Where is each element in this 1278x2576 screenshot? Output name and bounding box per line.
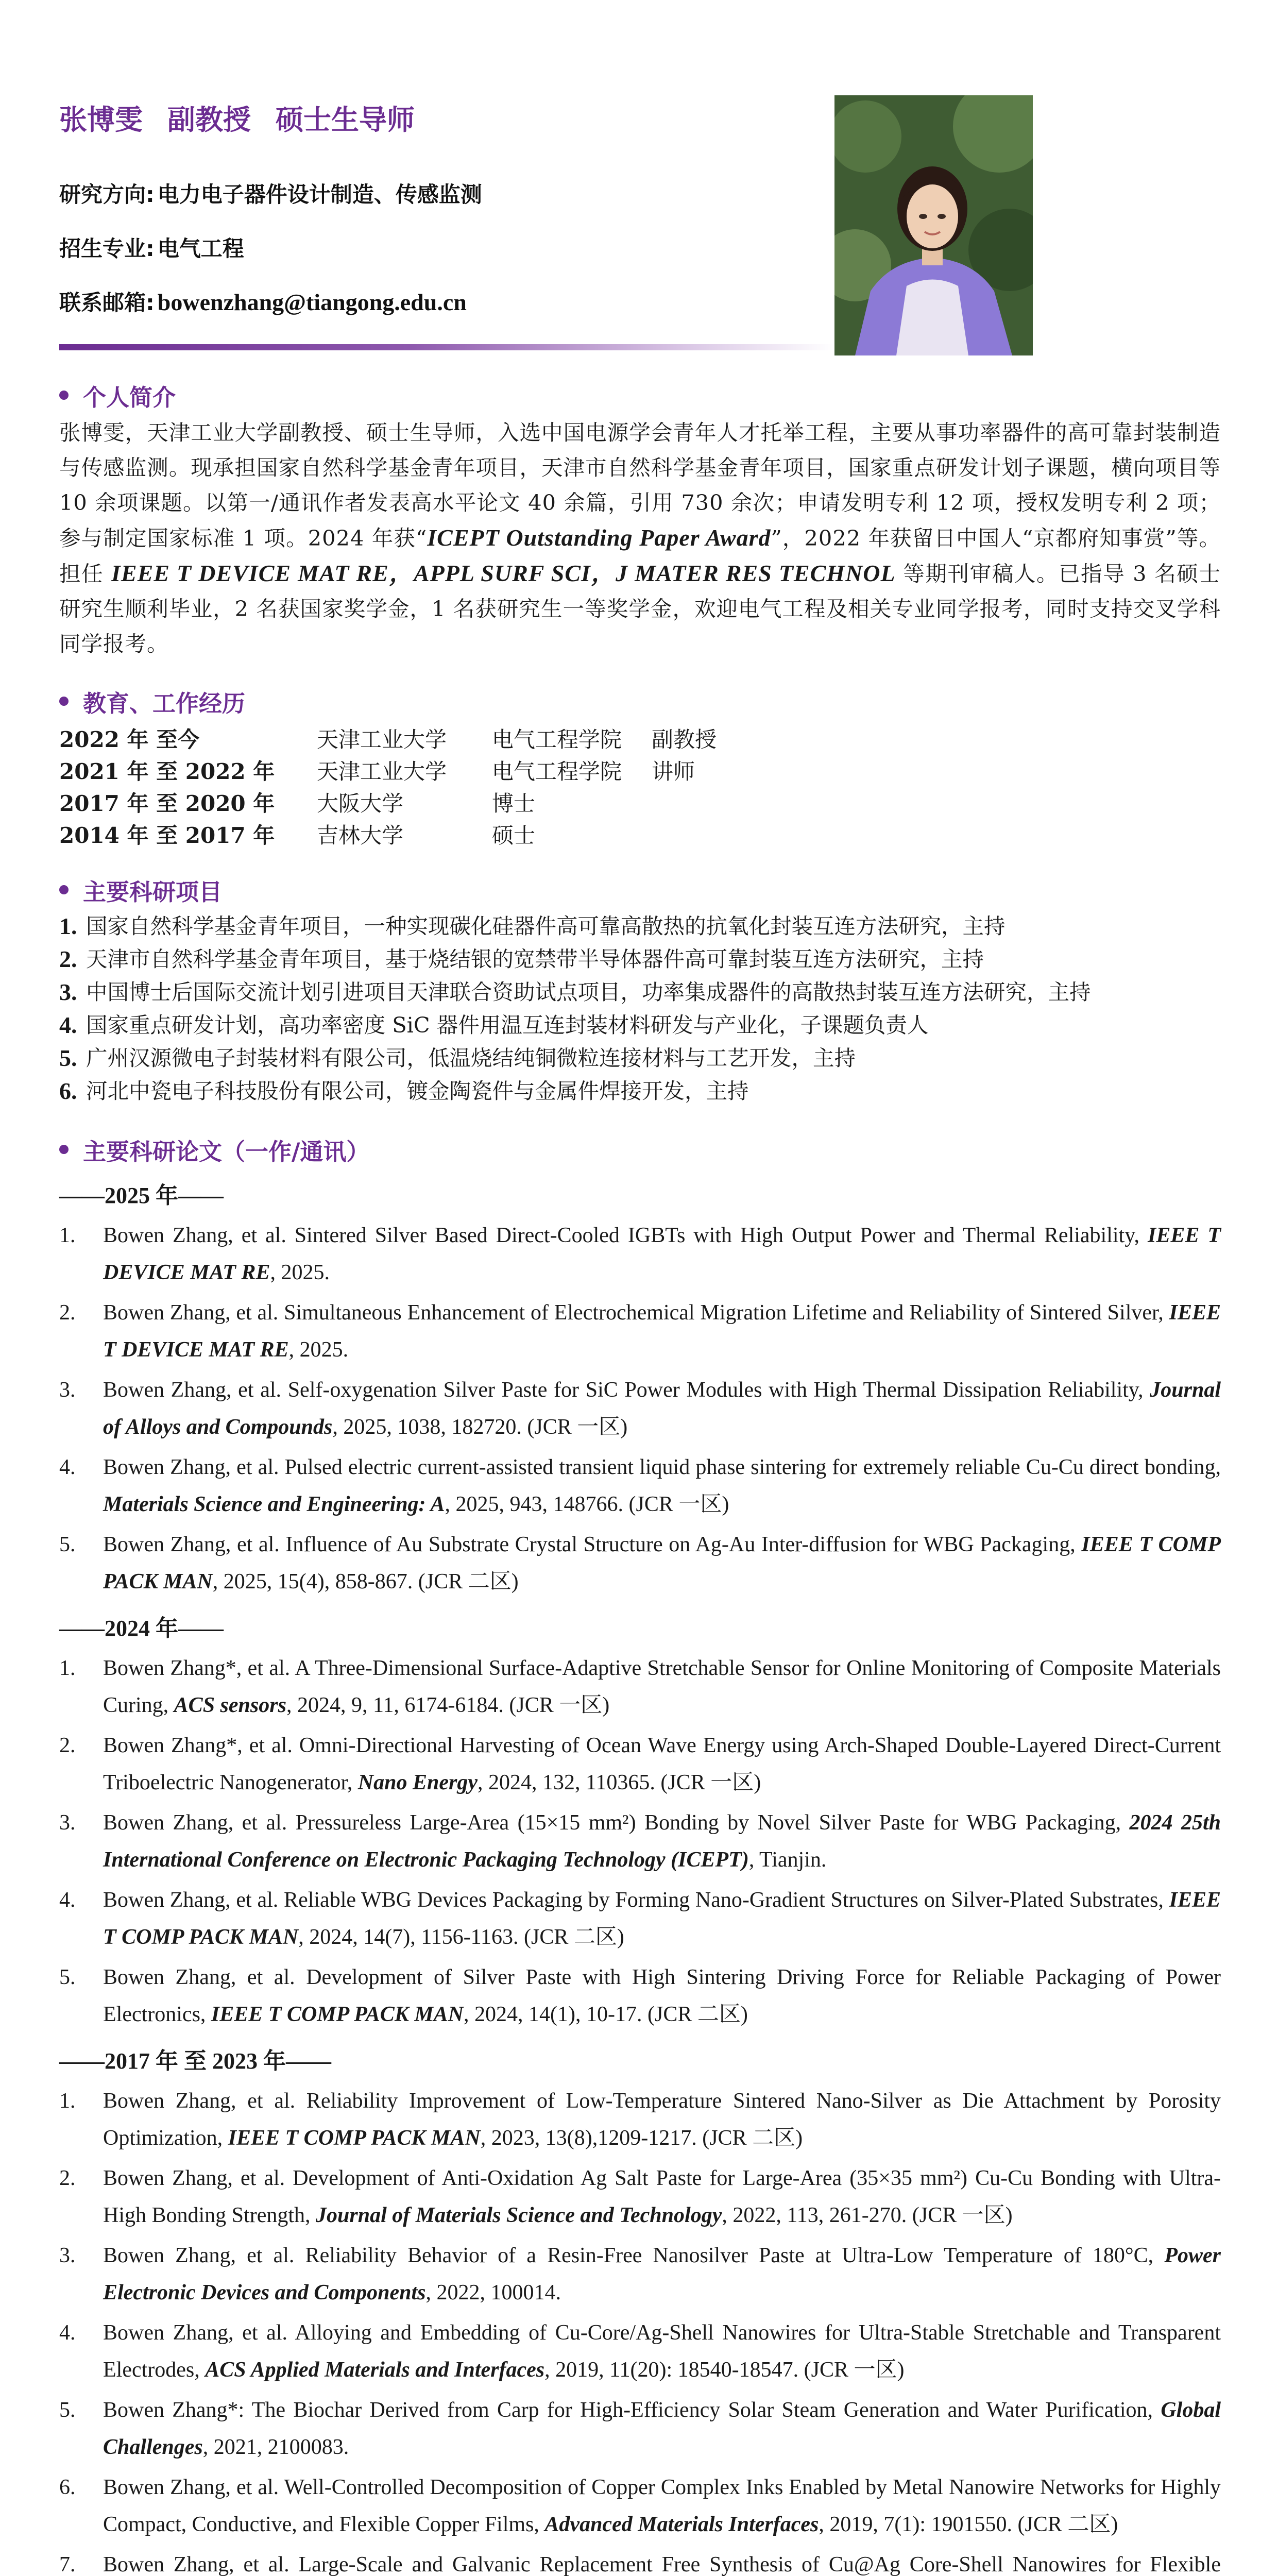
publication-details: , 2025, 943, 148766. (JCR 一区) — [445, 1493, 729, 1516]
publication-text — [103, 2237, 1221, 2311]
cv-page — [59, 0, 1221, 2576]
edu-row: 2014 年 至 2017 年 吉林大学 硕士 — [59, 823, 536, 848]
publication-number: 3. — [59, 2244, 76, 2267]
publication-list — [59, 1217, 1221, 1600]
person-name: 张博雯 — [59, 104, 143, 136]
publication-list — [59, 1650, 1221, 2033]
publication-number: 7. — [59, 2553, 76, 2576]
publication-text — [103, 2160, 1221, 2234]
project-item: 2. 天津市自然科学基金青年项目，基于烧结银的宽禁带半导体器件高可靠封装互连方法研究，主持 — [59, 946, 984, 972]
year-heading: ——2017 年 至 2023 年—— — [59, 2048, 331, 2074]
year-heading: ——2025 年—— — [59, 1183, 224, 1208]
intro-section-title: 个人简介 — [59, 377, 1221, 413]
publication-details: , Tianjin. — [748, 1848, 827, 1872]
publication-text — [103, 2082, 1221, 2157]
supervisor-title: 硕士生导师 — [276, 104, 415, 136]
publication-journal: Power Electronic Devices and Components — [103, 2244, 1221, 2304]
projects-section-title: 主要科研项目 — [59, 872, 1221, 908]
publication-authors-title: Bowen Zhang, et al. Reliability Improvement of Low-Temperature Sintered Nano-Silver as Die Attachment by Porosity Optimization, — [103, 2089, 1221, 2150]
publication-text — [103, 1882, 1221, 1956]
publication-item — [59, 2160, 1221, 2234]
publication-authors-title: Bowen Zhang, et al. Reliable WBG Devices Packaging by Forming Nano-Gradient Structures on Silver-Plated Substrates, — [103, 1888, 1169, 1912]
publication-authors-title: Bowen Zhang, et al. Influence of Au Substrate Crystal Structure on Ag-Au Inter-diffusion for WBG Packaging, — [103, 1533, 1082, 1556]
publication-number: 1. — [59, 1224, 76, 1247]
portrait-image — [834, 95, 1033, 355]
publication-text — [103, 1959, 1221, 2033]
publication-number: 5. — [59, 1533, 76, 1556]
publication-item — [59, 2082, 1221, 2157]
profile-photo — [834, 95, 1033, 355]
name-title-line — [59, 98, 439, 138]
publication-text — [103, 1804, 1221, 1878]
publication-item — [59, 1371, 1221, 1446]
publication-details: , 2024, 9, 11, 6174-6184. (JCR 一区) — [286, 1693, 610, 1717]
academic-title: 副教授 — [167, 104, 251, 136]
publication-item — [59, 2546, 1221, 2576]
award-name: ICEPT Outstanding Paper Award — [427, 524, 771, 551]
profile-header — [59, 0, 1221, 371]
publication-number: 6. — [59, 2476, 76, 2499]
publication-text — [103, 1650, 1221, 1724]
publication-item — [59, 1526, 1221, 1600]
publication-journal: IEEE T COMP PACK MAN — [228, 2126, 481, 2150]
papers-section-title: 主要科研论文（一作/通讯） — [59, 1131, 1221, 1167]
publication-journal: Materials Science and Engineering: A — [103, 1493, 445, 1516]
publication-authors-title: Bowen Zhang*, et al. Omni-Directional Harvesting of Ocean Wave Energy using Arch-Shaped Double-Layered Direct-Current Triboelectric Nanogenerator, — [103, 1734, 1221, 1794]
publication-details: , 2024, 14(1), 10-17. (JCR 二区) — [464, 2003, 748, 2026]
publication-number: 4. — [59, 2321, 76, 2345]
publication-authors-title: Bowen Zhang*, et al. A Three-Dimensional Surface-Adaptive Stretchable Sensor for Online Monitoring of Composite Materials Curing, — [103, 1656, 1221, 1717]
publication-text — [103, 1294, 1221, 1368]
research-value: 电力电子器件设计制造、传感监测 — [157, 182, 482, 207]
publication-authors-title: Bowen Zhang, et al. Simultaneous Enhancement of Electrochemical Migration Lifetime and Reliability of Sintered Silver, — [103, 1301, 1169, 1325]
bullet-dot-icon — [59, 1145, 69, 1154]
publication-journal: IEEE T COMP PACK MAN — [211, 2003, 464, 2026]
publication-authors-title: Bowen Zhang, et al. Reliability Behavior of a Resin-Free Nanosilver Paste at Ultra-Low Temperature of 180°C, — [103, 2244, 1165, 2267]
publication-authors-title: Bowen Zhang, et al. Alloying and Embedding of Cu-Core/Ag-Shell Nanowires for Ultra-Stable Stretchable and Transparent Electrodes, — [103, 2321, 1221, 2382]
publication-text — [103, 1526, 1221, 1600]
edu-row: 2022 年 至今 天津工业大学 电气工程学院 副教授 — [59, 727, 717, 752]
project-item: 1. 国家自然科学基金青年项目，一种实现碳化硅器件高可靠高散热的抗氧化封装互连方法研究，主持 — [59, 913, 1006, 939]
publication-text — [103, 1371, 1221, 1446]
publication-authors-title: Bowen Zhang, et al. Well-Controlled Decomposition of Copper Complex Inks Enabled by Metal Nanowire Networks for Highly Compact, Conductive, and Flexible Copper Films, — [103, 2476, 1221, 2536]
publication-authors-title: Bowen Zhang, et al. Large-Scale and Galvanic Replacement Free Synthesis of Cu@Ag Core-Shell Nanowires for Flexible — [103, 2553, 1221, 2576]
bullet-dot-icon — [59, 391, 69, 400]
publication-item — [59, 1959, 1221, 2033]
publication-journal: Advanced Materials Interfaces — [544, 2513, 819, 2536]
research-direction-row — [59, 178, 482, 209]
journal-list: IEEE T DEVICE MAT RE，APPL SURF SCI，J MATER RES TECHNOL — [111, 560, 896, 586]
major-row — [59, 232, 244, 263]
project-item: 3. 中国博士后国际交流计划引进项目天津联合资助试点项目，功率集成器件的高散热封装互连方法研究，主持 — [59, 979, 1091, 1005]
publication-details: , 2024, 132, 110365. (JCR 一区) — [477, 1771, 761, 1794]
publication-text — [103, 2392, 1221, 2466]
publication-details: , 2025, 15(4), 858-867. (JCR 二区) — [212, 1570, 519, 1594]
publication-journal: ACS sensors — [174, 1693, 286, 1717]
publication-journal: IEEE T COMP PACK MAN — [103, 1533, 1221, 1594]
publication-authors-title: Bowen Zhang, et al. Development of Anti-Oxidation Ag Salt Paste for Large-Area (35×35 mm²) Cu-Cu Bonding with Ultra-High Bonding Strength, — [103, 2166, 1221, 2227]
publication-number: 1. — [59, 2089, 76, 2113]
publication-details: , 2025. — [270, 1261, 330, 1284]
publication-item — [59, 2469, 1221, 2543]
publication-details: , 2022, 113, 261-270. (JCR 一区) — [722, 2204, 1013, 2227]
publication-number: 3. — [59, 1811, 76, 1835]
publication-item — [59, 1294, 1221, 1368]
publication-authors-title: Bowen Zhang*: The Biochar Derived from Carp for High-Efficiency Solar Steam Generation and Water Purification, — [103, 2398, 1161, 2422]
publication-item — [59, 2392, 1221, 2466]
publication-item — [59, 1882, 1221, 1956]
publication-item — [59, 1804, 1221, 1878]
project-list — [59, 910, 1221, 1108]
email-value[interactable]: bowenzhang@tiangong.edu.cn — [157, 289, 467, 315]
project-item: 6. 河北中瓷电子科技股份有限公司，镀金陶瓷件与金属件焊接开发，主持 — [59, 1078, 749, 1104]
publication-authors-title: Bowen Zhang, et al. Development of Silver Paste with High Sintering Driving Force for Reliable Packaging of Power Electronics, — [103, 1965, 1221, 2026]
publication-authors-title: Bowen Zhang, et al. Sintered Silver Based Direct-Cooled IGBTs with High Output Power and Thermal Reliability, — [103, 1224, 1148, 1247]
publication-text — [103, 1449, 1221, 1523]
publication-journal: IEEE T DEVICE MAT RE — [103, 1301, 1221, 1362]
bullet-dot-icon — [59, 885, 69, 894]
major-label: 招生专业: — [59, 236, 155, 261]
publication-journal: 2024 25th International Conference on Electronic Packaging Technology (ICEPT) — [103, 1811, 1221, 1872]
publication-journal: IEEE T COMP PACK MAN — [103, 1888, 1221, 1949]
publication-details: , 2021, 2100083. — [202, 2435, 349, 2459]
publication-details: , 2025, 1038, 182720. (JCR 一区) — [332, 1415, 628, 1439]
publication-details: , 2022, 100014. — [425, 2281, 561, 2304]
publication-number: 2. — [59, 2166, 76, 2190]
research-label: 研究方向: — [59, 182, 155, 207]
publication-number: 1. — [59, 1656, 76, 1680]
publication-item — [59, 1727, 1221, 1801]
publication-number: 3. — [59, 1378, 76, 1402]
publication-journal: ACS Applied Materials and Interfaces — [205, 2358, 545, 2382]
paper-groups — [59, 1177, 1221, 2576]
bullet-dot-icon — [59, 697, 69, 706]
publication-journal: Journal of Materials Science and Technology — [316, 2204, 722, 2227]
publication-authors-title: Bowen Zhang, et al. Pulsed electric current-assisted transient liquid phase sintering for extremely reliable Cu-Cu direct bonding, — [103, 1455, 1221, 1479]
publication-authors-title: Bowen Zhang, et al. Pressureless Large-Area (15×15 mm²) Bonding by Novel Silver Paste for WBG Packaging, — [103, 1811, 1130, 1835]
publication-item — [59, 2314, 1221, 2388]
project-item: 4. 国家重点研发计划，高功率密度 SiC 器件用温互连封装材料研发与产业化，子课题负责人 — [59, 1012, 929, 1038]
publication-text — [103, 1217, 1221, 1291]
publication-item — [59, 1650, 1221, 1724]
publication-text — [103, 1727, 1221, 1801]
publication-details: , 2025. — [288, 1338, 349, 1362]
project-item: 5. 广州汉源微电子封装材料有限公司，低温烧结纯铜微粒连接材料与工艺开发，主持 — [59, 1045, 856, 1071]
header-divider — [59, 344, 834, 350]
publication-list — [59, 2082, 1221, 2576]
edu-row: 2017 年 至 2020 年 大阪大学 博士 — [59, 791, 536, 816]
publication-details: , 2019, 11(20): 18540-18547. (JCR 一区) — [544, 2358, 905, 2382]
publication-number: 4. — [59, 1455, 76, 1479]
publication-journal: Journal of Alloys and Compounds — [103, 1378, 1221, 1439]
edu-list — [59, 722, 1221, 850]
bio-paragraph: 张博雯，天津工业大学副教授、硕士生导师，入选中国电源学会青年人才托举工程，主要从事功率器件的高可靠封装制造与传感监测。现承担国家自然科学基金青年项目，天津市自然科学基金青年项目，国家重点研发计划子课题，横向项目等 10 余项课题。以第一/通讯作者发表高水平论文 40 余篇，引用 730 余次；申请发明专利 12 项，授权发明专利 2 项；参与制定国家标准 1 项。2024 年获“ICEPT Outstanding Paper Award”，2022 年获留日中国人“京都府知事赏”等。担任 IEEE T DEVICE MAT RE，APPL SURF SCI，J MATER RES TECHNOL 等期刊审稿人。已指导 3 名硕士研究生顺利毕业，2 名获国家奖学金，1 名获研究生一等奖学金，欢迎电气工程及相关专业同学报考，同时支持交叉学科同学报考。 — [59, 420, 1221, 656]
publication-authors-title: Bowen Zhang, et al. Self-oxygenation Silver Paste for SiC Power Modules with High Thermal Dissipation Reliability, — [103, 1378, 1150, 1402]
publication-details: , 2019, 7(1): 1901550. (JCR 二区) — [819, 2513, 1118, 2536]
publication-number: 5. — [59, 2398, 76, 2422]
email-label: 联系邮箱: — [59, 290, 155, 315]
publication-text — [103, 2469, 1221, 2543]
publication-journal: Global Challenges — [103, 2398, 1221, 2459]
publication-journal: Nano Energy — [357, 1771, 478, 1794]
publication-details: , 2024, 14(7), 1156-1163. (JCR 二区) — [298, 1925, 624, 1949]
edu-section-title: 教育、工作经历 — [59, 683, 1221, 719]
email-row — [59, 286, 467, 317]
edu-row: 2021 年 至 2022 年 天津工业大学 电气工程学院 讲师 — [59, 759, 695, 784]
publication-number: 2. — [59, 1734, 76, 1757]
publication-number: 4. — [59, 1888, 76, 1912]
publication-item — [59, 1217, 1221, 1291]
publication-text — [103, 2546, 1221, 2576]
publication-item — [59, 2237, 1221, 2311]
publication-details: , 2023, 13(8),1209-1217. (JCR 二区) — [480, 2126, 803, 2150]
publication-text — [103, 2314, 1221, 2388]
publication-journal: IEEE T DEVICE MAT RE — [103, 1224, 1221, 1284]
year-heading: ——2024 年—— — [59, 1616, 224, 1641]
publication-number: 2. — [59, 1301, 76, 1325]
major-value: 电气工程 — [157, 236, 244, 261]
publication-number: 5. — [59, 1965, 76, 1989]
publication-item — [59, 1449, 1221, 1523]
